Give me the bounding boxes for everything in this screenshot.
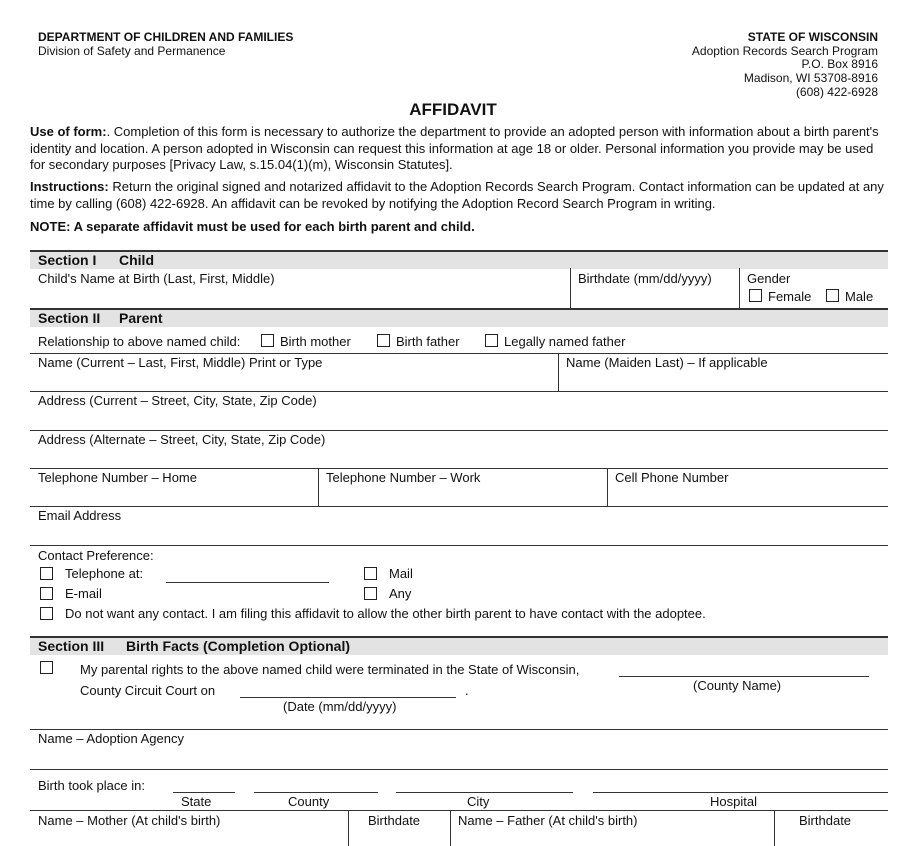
child-birthdate-field[interactable] — [572, 288, 738, 308]
legal-father-label: Legally named father — [504, 334, 626, 349]
divider — [30, 353, 888, 354]
father-name-field[interactable] — [452, 830, 773, 846]
birth-father-checkbox[interactable] — [377, 334, 390, 347]
father-birthdate-label: Birthdate — [799, 813, 852, 828]
city-address: Madison, WI 53708-8916 — [743, 71, 878, 85]
divider — [30, 545, 888, 546]
any-label: Any — [389, 586, 412, 601]
relationship-label: Relationship to above named child: — [38, 334, 241, 349]
birth-mother-label: Birth mother — [280, 334, 351, 349]
email-option-label: E-mail — [65, 586, 102, 601]
adoption-agency-label: Name – Adoption Agency — [38, 731, 184, 746]
tel-home-field[interactable] — [31, 487, 318, 506]
rights-terminated-label: My parental rights to the above named child were terminated in the State of Wisconsin, — [80, 662, 580, 677]
divider — [30, 729, 888, 730]
name-current-field[interactable] — [31, 372, 557, 391]
period: . — [465, 683, 469, 698]
mail-label: Mail — [389, 566, 413, 581]
divider — [348, 810, 349, 846]
section-2-header — [30, 308, 888, 327]
telephone-checkbox[interactable] — [40, 567, 53, 580]
tel-work-field[interactable] — [320, 487, 606, 506]
name-maiden-label: Name (Maiden Last) – If applicable — [566, 355, 768, 370]
mother-birthdate-field[interactable] — [350, 830, 449, 846]
section-2-title: Parent — [119, 310, 163, 326]
termination-date-caption: (Date (mm/dd/yyyy) — [283, 699, 397, 714]
email-field[interactable] — [31, 525, 888, 545]
divider — [318, 468, 319, 506]
use-of-form-text: . Completion of this form is necessary to authorize the department to provide an adopted person with information about a birth parent's identity and location. A person adopted in Wisconsin can request this information at age 18 or older. Personal information you provide may be used for secondary purposes [Privacy Law, s.15.04(1)(m), Wisconsin Statutes]. — [30, 124, 879, 172]
divider — [739, 268, 740, 308]
divider — [30, 506, 888, 507]
gender-label: Gender — [747, 271, 791, 286]
father-birthdate-field[interactable] — [776, 830, 888, 846]
birth-hospital-field[interactable] — [593, 792, 888, 793]
childs-name-label: Child's Name at Birth (Last, First, Middle) — [38, 271, 275, 286]
father-name-label: Name – Father (At child's birth) — [458, 813, 638, 828]
po-box: P.O. Box 8916 — [801, 57, 878, 71]
divider — [570, 268, 571, 308]
childs-name-field[interactable] — [31, 288, 569, 308]
address-current-field[interactable] — [31, 410, 888, 429]
tel-work-label: Telephone Number – Work — [326, 470, 481, 485]
no-contact-label: Do not want any contact. I am filing this affidavit to allow the other birth parent to have contact with the adoptee. — [65, 606, 706, 621]
section-3-header — [30, 636, 888, 655]
no-contact-checkbox[interactable] — [40, 607, 53, 620]
divider — [558, 353, 559, 391]
rights-terminated-checkbox[interactable] — [40, 661, 53, 674]
state-caption: State — [181, 794, 212, 809]
telephone-at-field[interactable] — [166, 582, 329, 583]
form-title: AFFIDAVIT — [409, 100, 497, 119]
county-name-caption: (County Name) — [693, 678, 782, 693]
mother-name-field[interactable] — [31, 830, 347, 846]
county-caption: County — [288, 794, 330, 809]
divider — [607, 468, 608, 506]
program-name: Adoption Records Search Program — [691, 44, 878, 58]
section-1-header — [30, 250, 888, 269]
tel-home-label: Telephone Number – Home — [38, 470, 197, 485]
female-label: Female — [768, 289, 812, 304]
county-court-label: County Circuit Court on — [80, 683, 216, 698]
termination-date-field[interactable] — [240, 697, 456, 698]
state-name: STATE OF WISCONSIN — [747, 30, 878, 44]
address-alternate-label: Address (Alternate – Street, City, State, Zip Code) — [38, 432, 326, 447]
hospital-caption: Hospital — [710, 794, 757, 809]
male-label: Male — [845, 289, 874, 304]
legal-father-checkbox[interactable] — [485, 334, 498, 347]
female-checkbox[interactable] — [749, 289, 762, 302]
divider — [30, 769, 888, 770]
instructions-text: Return the original signed and notarized affidavit to the Adoption Records Search Program. Contact information can be updated at any time by calling (608) 422-6928. An affidavit can be revoked by notifying the Adoption Record Search Program in writing. — [30, 179, 884, 211]
cell-label: Cell Phone Number — [615, 470, 729, 485]
section-1-number: Section I — [38, 252, 97, 268]
mother-name-label: Name – Mother (At child's birth) — [38, 813, 221, 828]
section-3-title: Birth Facts (Completion Optional) — [126, 638, 350, 654]
divider — [30, 810, 888, 811]
section-3-number: Section III — [38, 638, 105, 654]
birth-mother-checkbox[interactable] — [261, 334, 274, 347]
any-checkbox[interactable] — [364, 587, 377, 600]
name-maiden-field[interactable] — [560, 372, 888, 391]
mail-checkbox[interactable] — [364, 567, 377, 580]
instructions-paragraph — [30, 179, 890, 212]
divider — [774, 810, 775, 846]
birth-father-label: Birth father — [396, 334, 460, 349]
division-name: Division of Safety and Permanence — [38, 44, 226, 58]
adoption-agency-field[interactable] — [31, 748, 888, 768]
use-of-form-label: Use of form: — [30, 124, 107, 139]
cell-field[interactable] — [609, 487, 888, 506]
telephone-at-label: Telephone at: — [65, 566, 144, 581]
name-current-label: Name (Current – Last, First, Middle) Print or Type — [38, 355, 323, 370]
address-alternate-field[interactable] — [31, 449, 888, 467]
contact-preference-label: Contact Preference: — [38, 548, 154, 563]
use-of-form-paragraph — [30, 124, 890, 174]
program-phone: (608) 422-6928 — [795, 85, 878, 99]
agency-name: DEPARTMENT OF CHILDREN AND FAMILIES — [38, 30, 294, 44]
divider — [30, 430, 888, 431]
county-name-field[interactable] — [619, 676, 869, 677]
city-caption: City — [467, 794, 490, 809]
birth-place-label: Birth took place in: — [38, 778, 145, 793]
instructions-label: Instructions: — [30, 179, 109, 194]
address-current-label: Address (Current – Street, City, State, Zip Code) — [38, 393, 317, 408]
divider — [450, 810, 451, 846]
birth-county-field[interactable] — [254, 792, 378, 793]
male-checkbox[interactable] — [826, 289, 839, 302]
section-2-number: Section II — [38, 310, 101, 326]
birth-state-field[interactable] — [173, 792, 235, 793]
divider — [30, 468, 888, 469]
section-1-title: Child — [119, 252, 154, 268]
email-label: Email Address — [38, 508, 122, 523]
divider — [30, 391, 888, 392]
note: NOTE: A separate affidavit must be used for each birth parent and child. — [30, 219, 475, 234]
email-checkbox[interactable] — [40, 587, 53, 600]
child-birthdate-label: Birthdate (mm/dd/yyyy) — [578, 271, 712, 286]
mother-birthdate-label: Birthdate — [368, 813, 421, 828]
birth-city-field[interactable] — [396, 792, 573, 793]
